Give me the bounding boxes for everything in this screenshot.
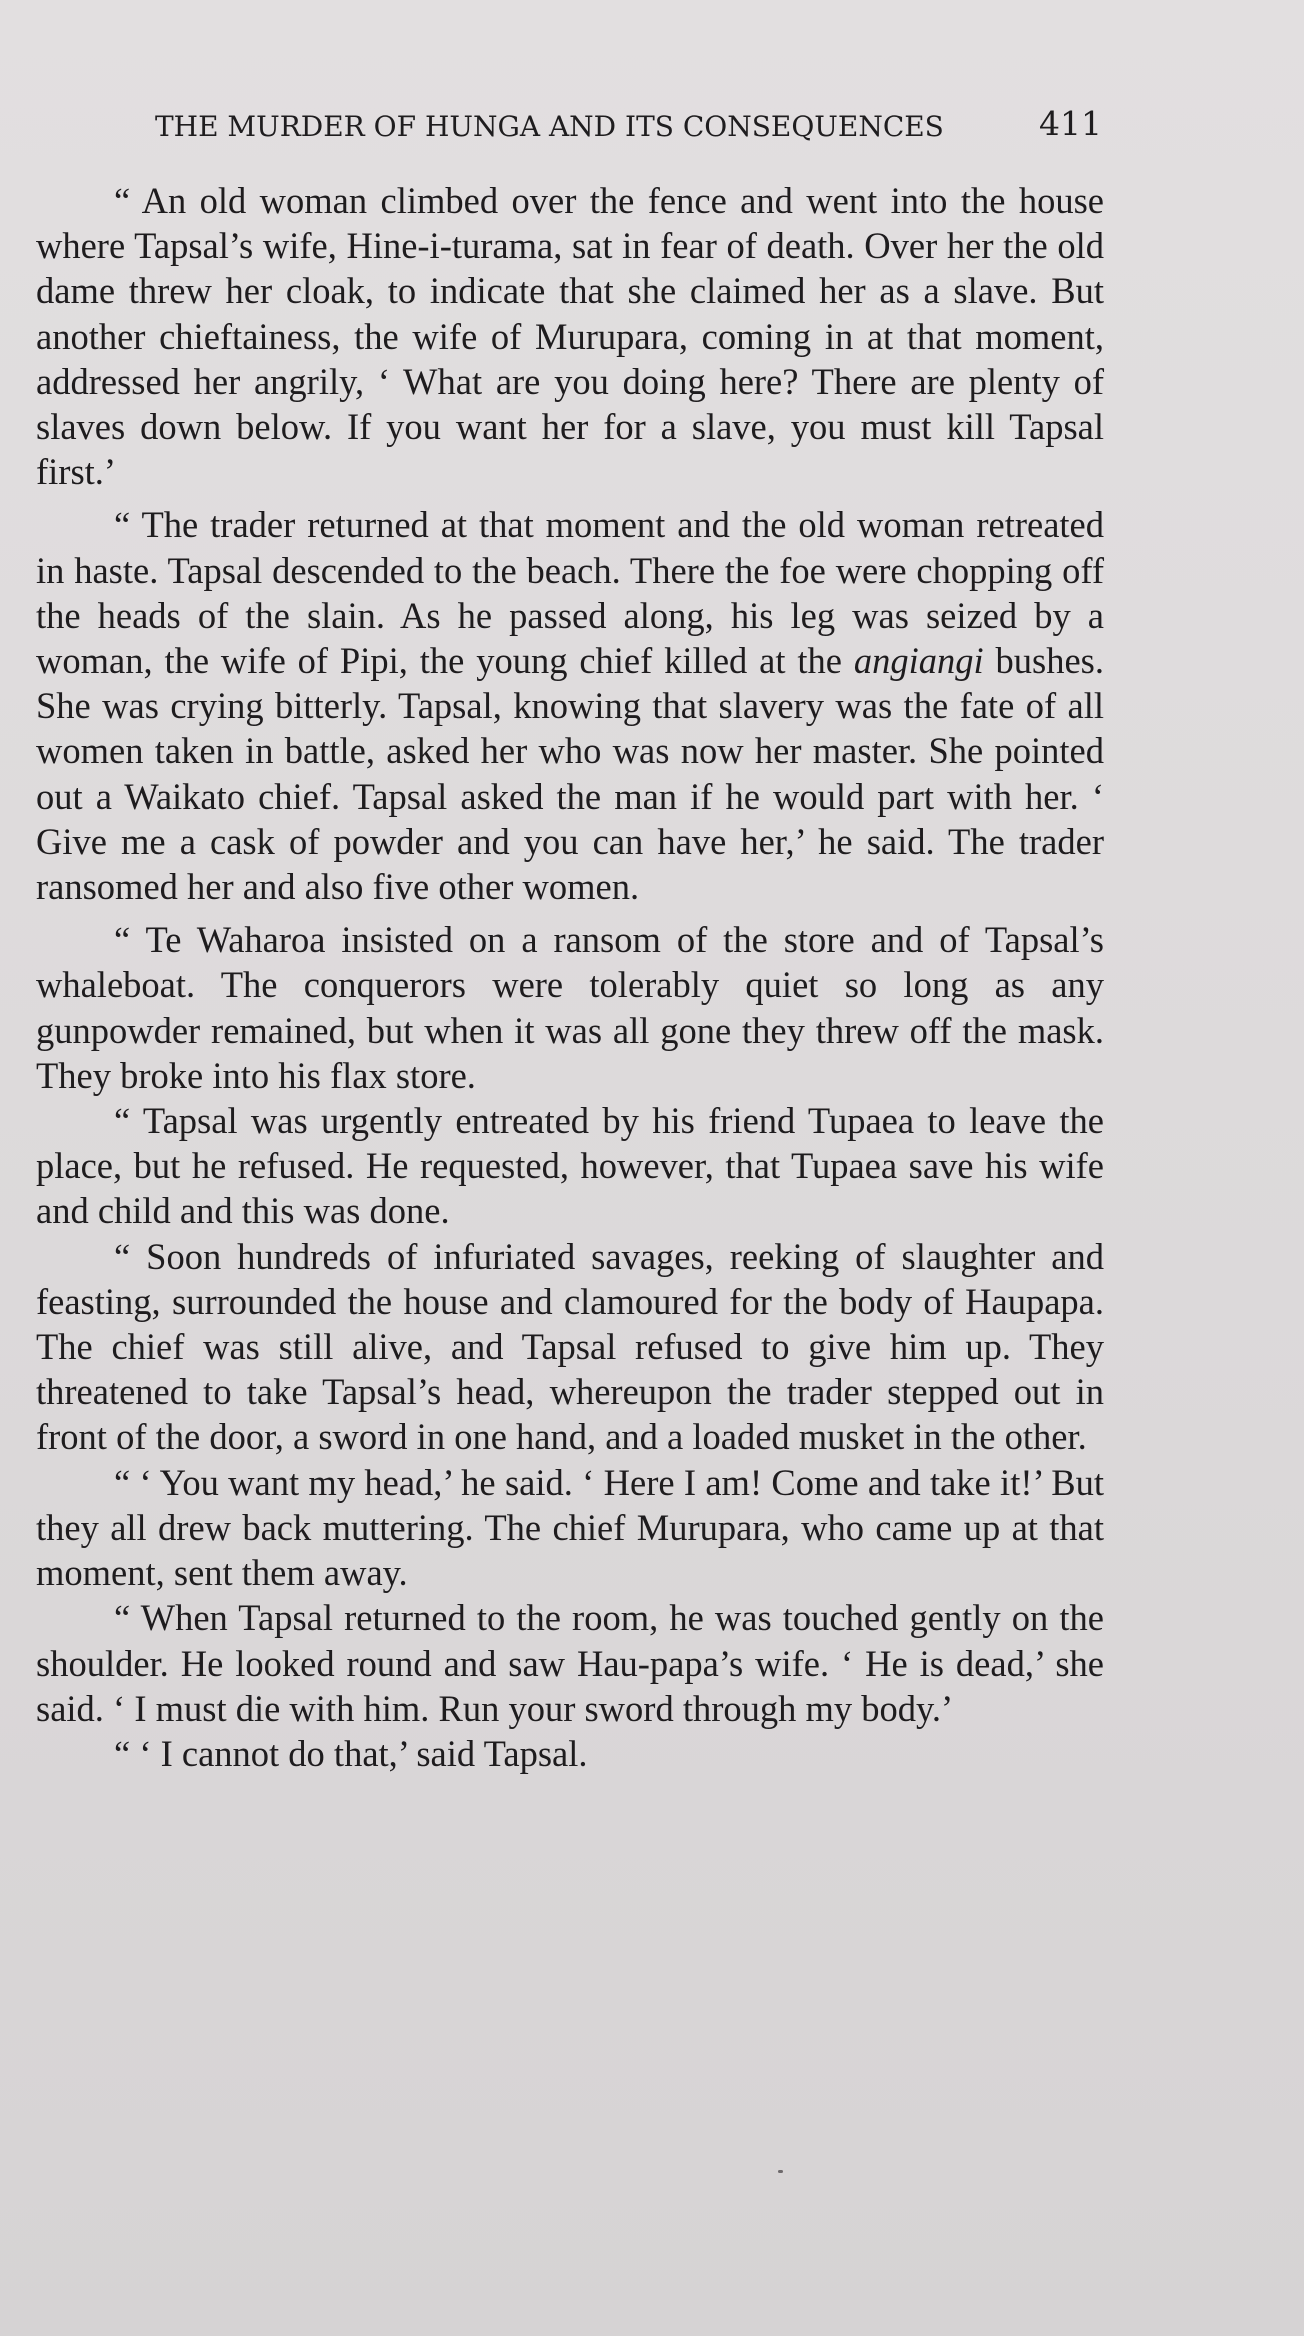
italic-word: angiangi <box>853 640 984 682</box>
running-title: THE MURDER OF HUNGA AND ITS CONSEQUENCES <box>155 110 944 143</box>
page-number: 411 <box>1039 104 1102 143</box>
body-text <box>36 178 1104 1776</box>
paragraph-haupapa-wife: “ When Tapsal returned to the room, he was touched gently on the shoulder. He looked round and saw Hau‑papa’s wife. ‘ He is dead,’ she said. ‘ I must die with him. Run your sword through my body.’ <box>36 1597 1104 1729</box>
paper-speck <box>778 2170 783 2173</box>
paragraph-te-waharoa: “ Te Waharoa insisted on a ransom of the store and of Tapsal’s whaleboat. The conquerors were tolerably quiet so long as any gunpowder remained, but when it was all gone they threw off the mask. They broke into his flax store. <box>36 919 1104 1096</box>
paragraph-old-woman: “ An old woman climbed over the fence and went into the house where Tapsal’s wife, Hine-i-turama, sat in fear of death. Over her the old dame threw her cloak, to indicate that she claimed her as a slave. But another chieftainess, the wife of Murupara, coming in at that moment, addressed her angrily, ‘ What are you doing here? There are plenty of slaves down below. If you want her for a slave, you must kill Tapsal first.’ <box>36 180 1104 493</box>
paragraph-tupaea: “ Tapsal was urgently entreated by his friend Tupaea to leave the place, but he refused. He requested, however, that Tupaea save his wife and child and this was done. <box>36 1100 1104 1232</box>
paragraph-hundreds-of-savages: “ Soon hundreds of infuriated savages, reeking of slaughter and feasting, surrounded the house and clamoured for the body of Haupapa. The chief was still alive, and Tapsal refused to give him up. They threatened to take Tapsal’s head, whereupon the trader stepped out in front of the door, a sword in one hand, and a loaded musket in the other. <box>36 1235 1104 1458</box>
paragraph-text-before-italic: “ The trader returned at that moment and the old woman retreated in haste. Tapsal descended to the beach. There the foe were chopping off the heads of the slain. As he passed along, his leg was seized by a woman, the wife of Pipi, the young chief killed at the <box>36 504 1104 682</box>
paragraph-you-want-my-head: “ ‘ You want my head,’ he said. ‘ Here I am! Come and take it!’ But they all drew back muttering. The chief Murupara, who came up at that moment, sent them away. <box>36 1461 1104 1594</box>
running-head <box>155 104 1102 148</box>
paragraph-trader-returned <box>36 502 1104 909</box>
paragraph-cannot-do-that: “ ‘ I cannot do that,’ said Tapsal. <box>114 1732 588 1774</box>
paragraph-text-after-italic: bushes. She was crying bitterly. Tapsal, knowing that slavery was the fate of all women taken in battle, asked her who was now her master. She pointed out a Waikato chief. Tapsal asked the man if he would part with her. ‘ Give me a cask of powder and you can have her,’ he said. The trader ransomed her and also five other women. <box>36 640 1104 908</box>
